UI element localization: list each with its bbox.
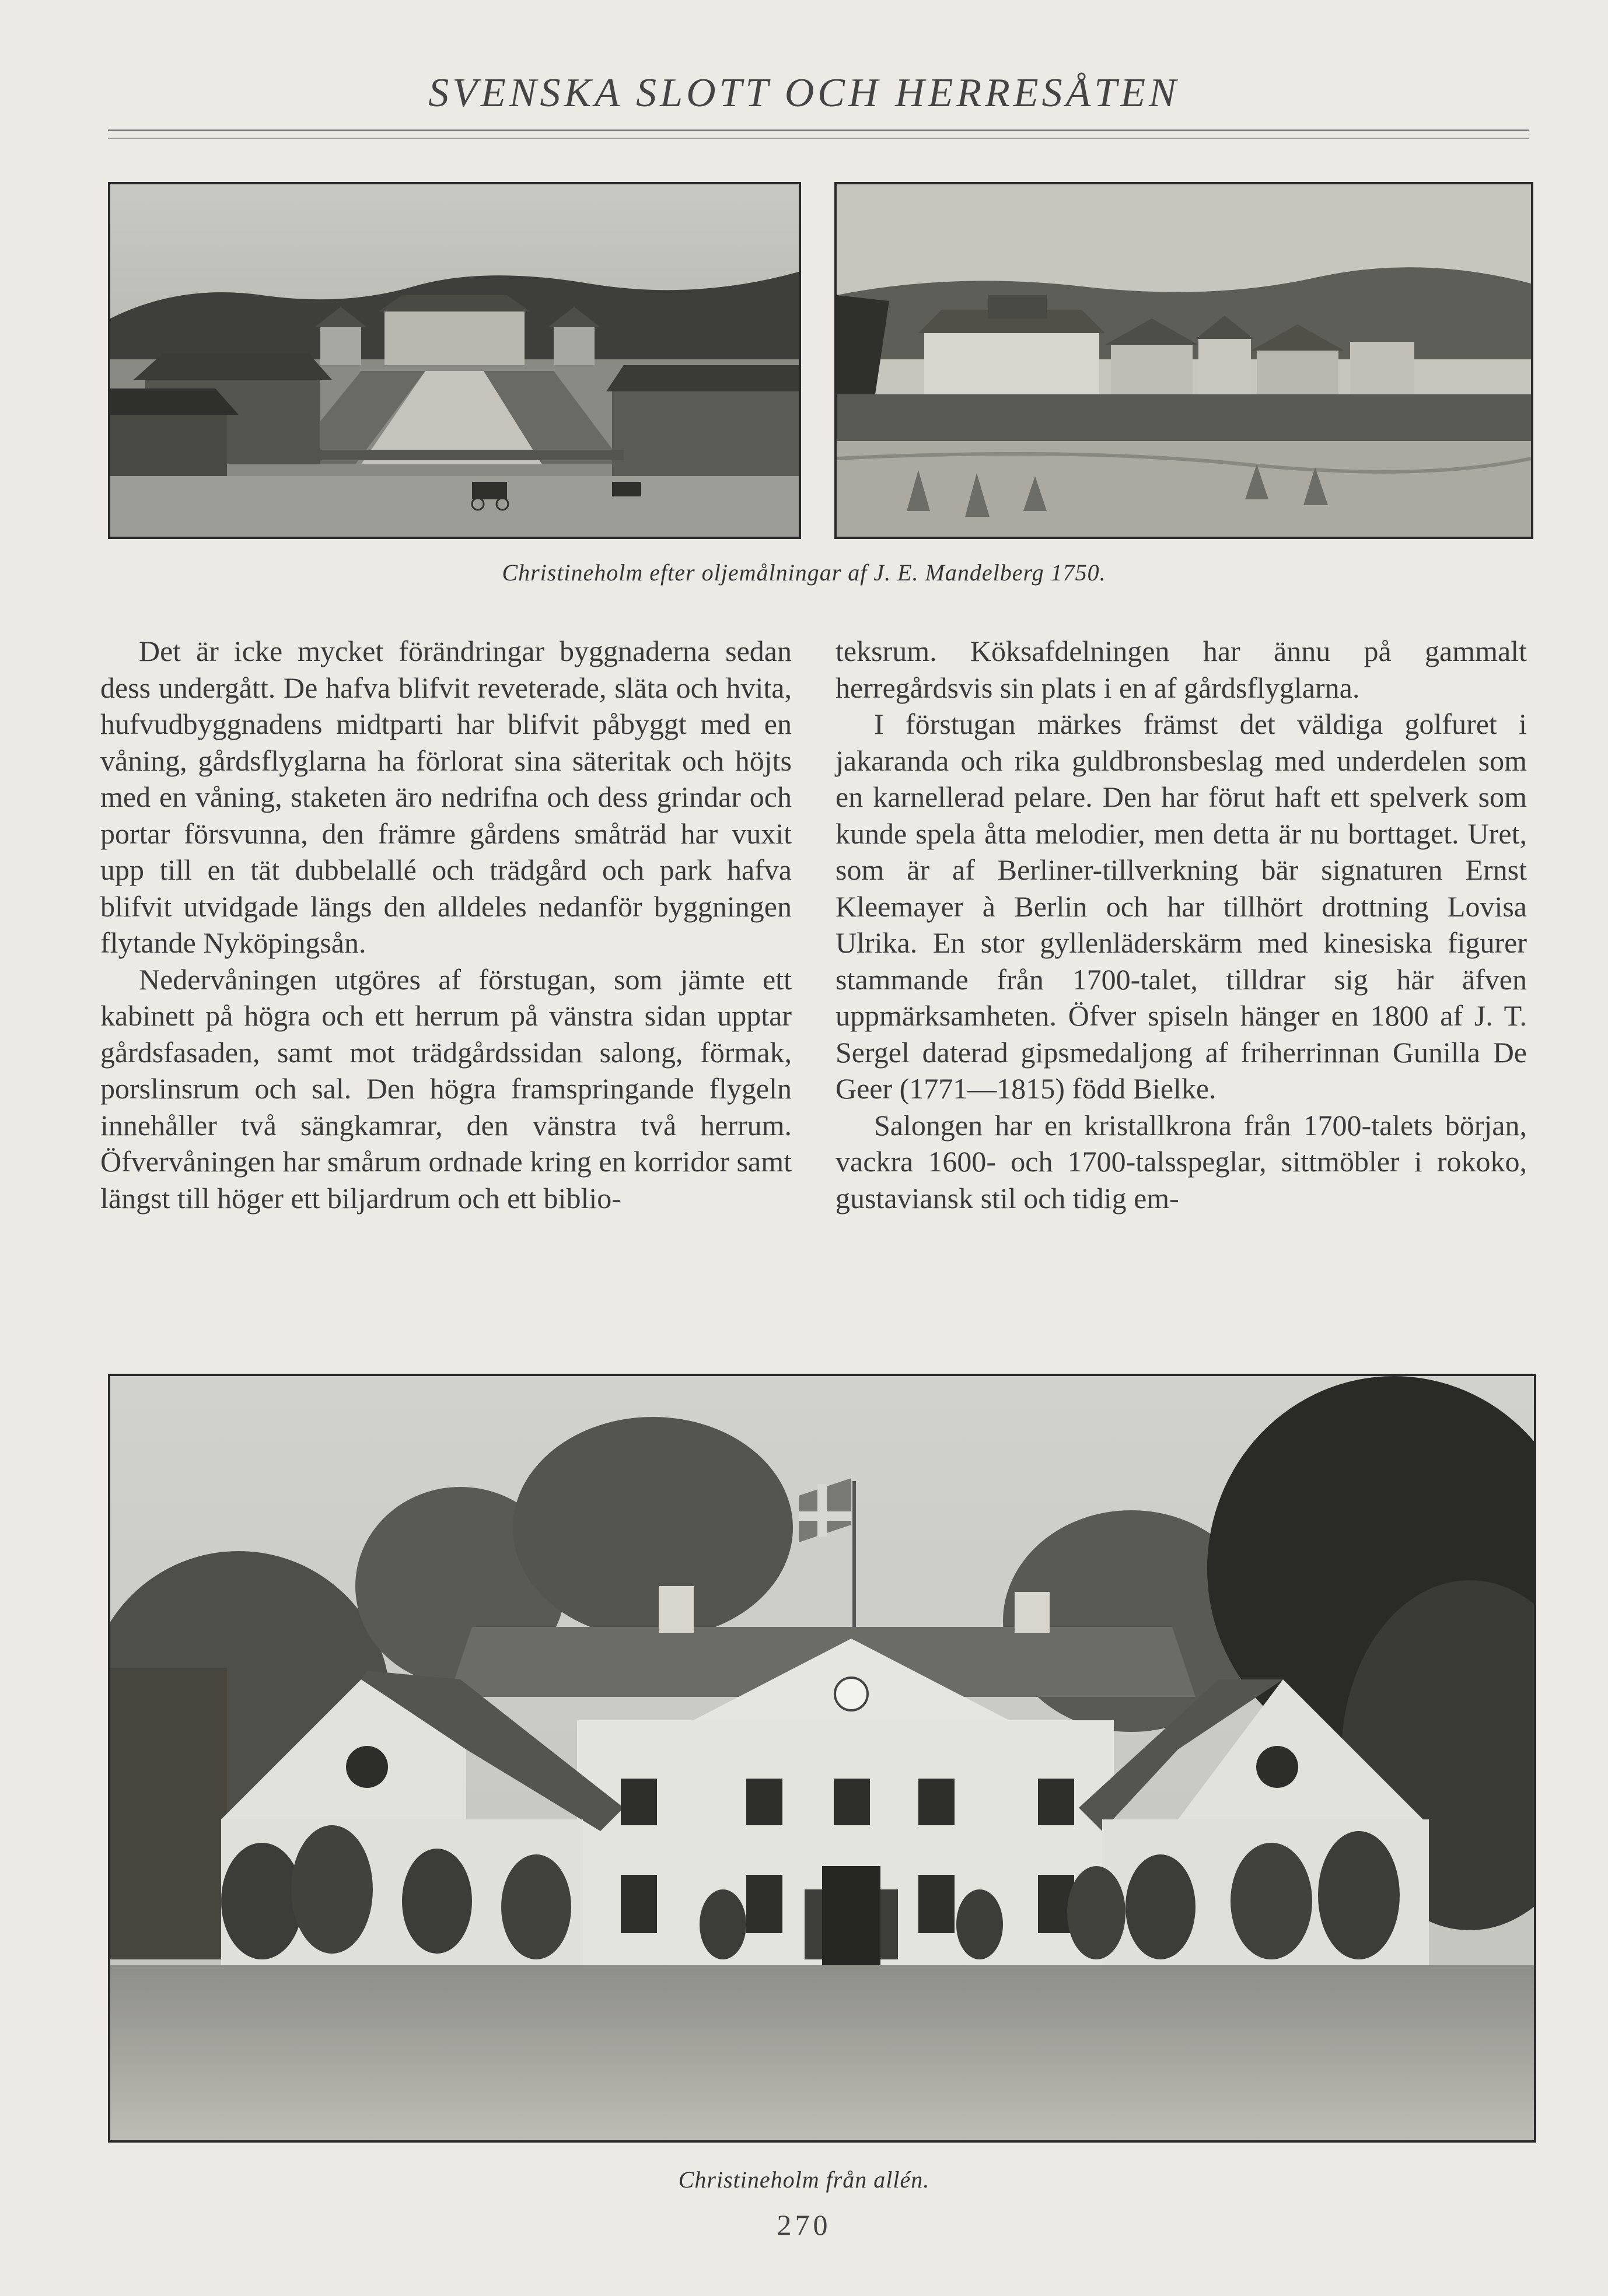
paragraph: Salongen har en kristallkrona från 1700-talets början, vackra 1600- och 1700-talsspeglar, sittmöbler i rokoko, gustaviansk stil och tidig em- (836, 1108, 1527, 1214)
page-number: 270 (777, 2208, 831, 2241)
text-column-left (100, 633, 792, 1216)
painting-left (108, 182, 801, 539)
text-column-right (836, 633, 1527, 1216)
header-rule-thin (108, 138, 1529, 139)
top-caption: Christineholm efter oljemålningar af J. E. Mandelberg 1750. (502, 559, 1106, 586)
painting-left-image (110, 184, 799, 537)
running-head: SVENSKA SLOTT OCH HERRESÅTEN (428, 71, 1180, 116)
painting-right (834, 182, 1533, 539)
header-rule (108, 130, 1529, 131)
manor-photo-image (110, 1376, 1534, 2140)
photograph-manor (108, 1374, 1536, 2143)
paragraph: Nedervåningen utgöres af förstugan, som jämte ett kabinett på högra och ett herrum på vänstra sidan upptar gårdsfasaden, samt mot trädgårdssidan salong, förmak, porslinsrum och sal. Den högra framspringande flygeln innehåller två sängkamrar, den vänstra två herrum. Öfvervåningen har smårum ordnade kring en korridor samt längst till höger ett biljardrum och ett biblio- (100, 963, 792, 1214)
paragraph: I förstugan märkes främst det väldiga golfuret i jakaranda och rika guldbronsbeslag med underdelen som en karnellerad pelare. Den har förut haft ett spelverk som kunde spela åtta melodier, men detta är nu borttaget. Uret, som är af Berliner-tillverkning bär signaturen Ernst Kleemayer à Berlin och har tillhört drottning Lovisa Ulrika. En stor gyllenläderskärm med kinesiska figurer stammande från 1700-talet, tilldrar sig här äfven uppmärksamheten. Öfver spiseln hänger en 1800 af J. T. Sergel daterad gipsmedaljong af friherrinnan Gunilla De Geer (1771—1815) född Bielke. (836, 708, 1527, 1105)
paragraph: teksrum. Köksafdelningen har ännu på gammalt herregårdsvis sin plats i en af gårdsflyglarna. (836, 635, 1527, 704)
painting-right-image (837, 184, 1531, 537)
paragraph: Det är icke mycket förändringar byggnaderna sedan dess undergått. De hafva blifvit reveterade, släta och hvita, hufvudbyggnadens midtparti har blifvit påbyggt med en våning, gårdsflyglarna ha förlorat sina säteritak och höjts med en våning, staketen äro nedrifna och dess grindar och portar försvunna, den främre gårdens småträd har vuxit upp till en tät dubbelallé och trädgård och park hafva blifvit utvidgade längs den alldeles nedanför byggningen flytande Nyköpingsån. (100, 635, 792, 959)
bottom-caption: Christineholm från allén. (678, 2166, 930, 2193)
